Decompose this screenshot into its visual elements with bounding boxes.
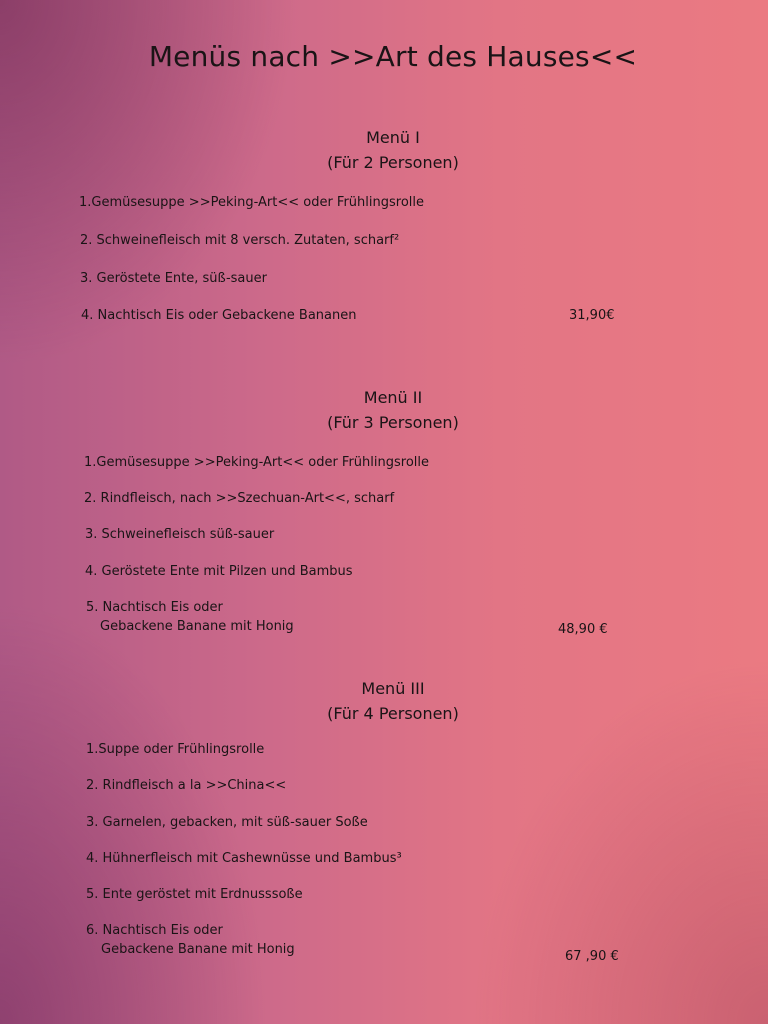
- menu-2-item-1: 1.Gemüsesuppe >>Peking-Art<< oder Frühlingsrolle: [84, 455, 430, 470]
- menu-1-item-1: 1.Gemüsesuppe >>Peking-Art<< oder Frühlingsrolle: [79, 195, 425, 210]
- menu-1-item-4: 4. Nachtisch Eis oder Gebackene Bananen: [81, 308, 357, 323]
- menu-3-item-4: 4. Hühnerfleisch mit Cashewnüsse und Bambus³: [86, 851, 402, 866]
- menu-3-name: Menü III: [361, 679, 425, 698]
- menu-3-item-3: 3. Garnelen, gebacken, mit süß-sauer Soße: [86, 815, 368, 830]
- menu-2-persons: (Für 3 Personen): [327, 413, 459, 432]
- menu-2-name: Menü II: [363, 388, 423, 407]
- menu-3-heading: [0, 676, 768, 726]
- menu-2-item-3: 3. Schweinefleisch süß-sauer: [85, 527, 275, 542]
- menu-2-item-5: 5. Nachtisch Eis oder: [86, 600, 223, 615]
- menu-1-name: Menü I: [366, 128, 420, 147]
- menu-3-item-5: 5. Ente geröstet mit Erdnusssoße: [86, 887, 303, 902]
- page-title: Menüs nach >>Art des Hauses<<: [148, 40, 638, 73]
- menu-2-item-4: 4. Geröstete Ente mit Pilzen und Bambus: [85, 564, 353, 579]
- menu-2-item-5-continued: Gebackene Banane mit Honig: [100, 619, 294, 634]
- menu-1-item-3: 3. Geröstete Ente, süß-sauer: [80, 271, 267, 286]
- menu-1-price: 31,90€: [569, 308, 615, 323]
- menu-3-persons: (Für 4 Personen): [327, 704, 459, 723]
- menu-2-price: 48,90 €: [558, 622, 608, 637]
- menu-1-item-2: 2. Schweinefleisch mit 8 versch. Zutaten, scharf²: [80, 233, 400, 248]
- menu-1-heading: [0, 125, 768, 175]
- menu-3-item-1: 1.Suppe oder Frühlingsrolle: [86, 742, 265, 757]
- menu-3-item-2: 2. Rindfleisch a la >>China<<: [86, 778, 287, 793]
- menu-3-item-6: 6. Nachtisch Eis oder: [86, 923, 223, 938]
- menu-1-persons: (Für 2 Personen): [327, 153, 459, 172]
- menu-3-item-6-continued: Gebackene Banane mit Honig: [101, 942, 295, 957]
- menu-3-price: 67 ,90 €: [565, 949, 619, 964]
- menu-2-heading: [0, 385, 768, 435]
- menu-2-item-2: 2. Rindfleisch, nach >>Szechuan-Art<<, scharf: [84, 491, 395, 506]
